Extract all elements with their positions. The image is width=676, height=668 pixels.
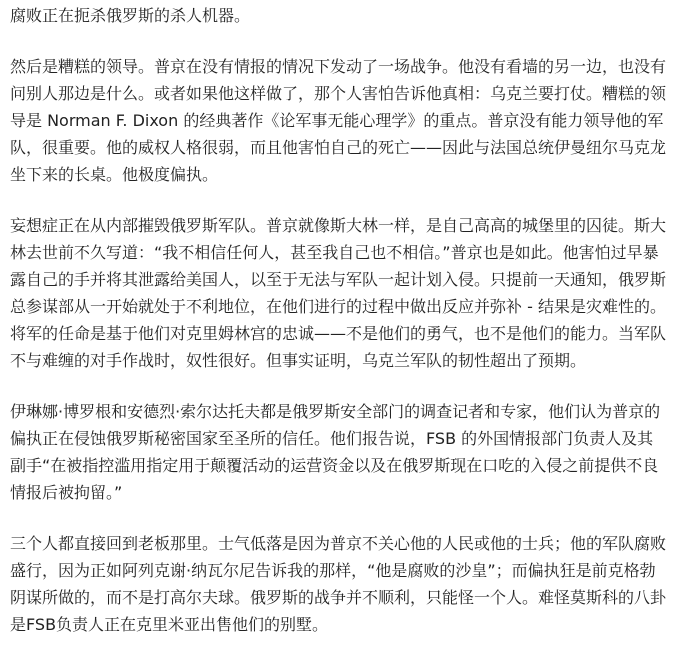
paragraph-3: 妄想症正在从内部摧毁俄罗斯军队。普京就像斯大林一样，是自己高高的城堡里的囚徒。斯大林去世前不久写道：“我不相信任何人，甚至我自己也不相信。”普京也是如此。他害怕过早暴露自己的手并将其泄露给美国人，以至于无法与军队一起计划入侵。只提前一天通知，俄罗斯总参谋部从一开始就处于不利地位，在他们进行的过程中做出反应并弥补 - 结果是灾难性的。将军的任命是基于他们对克里姆林宫的忠诚——不是他们的勇气，也不是他们的能力。当军队不与难缠的对手作战时，奴性很好。但事实证明，乌克兰军队的韧性超出了预期。	[10, 216, 667, 370]
paragraph-4: 伊琳娜·博罗根和安德烈·索尔达托夫都是俄罗斯安全部门的调查记者和专家，他们认为普京的偏执正在侵蚀俄罗斯秘密国家至圣所的信任。他们报告说，FSB 的外国情报部门负责人及其副手“在被指控滥用指定用于颠覆活动的运营资金以及在俄罗斯现在口吃的入侵之前提供不良情报后被拘留。”	[10, 402, 661, 502]
paragraph-5: 三个人都直接回到老板那里。士气低落是因为普京不关心他的人民或他的士兵；他的军队腐败盛行，因为正如阿列克谢·纳瓦尔尼告诉我的那样，“他是腐败的沙皇”；而偏执狂是前克格勃阴谋所做的，而不是打高尔夫球。俄罗斯的战争并不顺利，只能怪一个人。难怪莫斯科的八卦是FSB负责人正在克里米亚出售他们的别墅。	[10, 534, 667, 634]
paragraph-2: 然后是糟糕的领导。普京在没有情报的情况下发动了一场战争。他没有看墙的另一边，也没有问别人那边是什么。或者如果他这样做了，那个人害怕告诉他真相：乌克兰要打仗。糟糕的领导是 Norman F. Dixon 的经典著作《论军事无能心理学》的重点。普京没有能力领导他的军队，很重要。他的威权人格很弱，而且他害怕自己的死亡——因此与法国总统伊曼纽尔马克龙坐下来的长桌。他极度偏执。	[10, 57, 667, 184]
paragraph-1: 腐败正在扼杀俄罗斯的杀人机器。	[10, 6, 251, 25]
